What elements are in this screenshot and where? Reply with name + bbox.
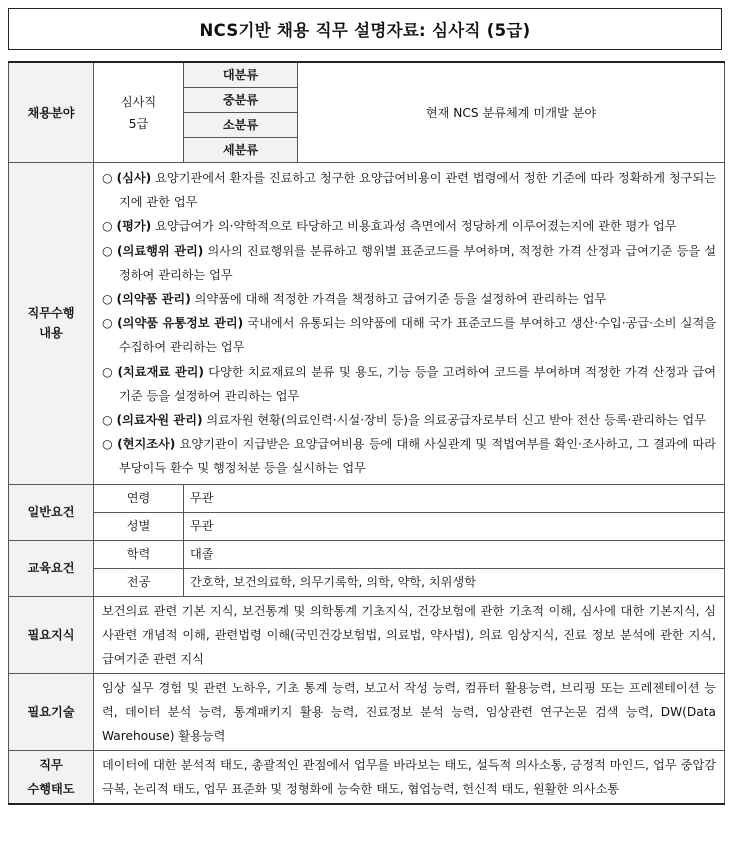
duty-item: ○ (치료재료 관리) 다양한 치료재료의 분류 및 용도, 기능 등을 고려하여 코드를 부여하며 적정한 가격 산정과 급여기준 등을 설정하여 관리하는 업무	[102, 364, 716, 403]
category-major: 대분류	[184, 62, 298, 88]
category-detail: 세분류	[184, 138, 298, 163]
duty-item: ○ (의약품 유통정보 관리) 국내에서 유통되는 의약품에 대해 국가 표준코드를 부여하고 생산·수입·공급·소비 실적을 수집하여 관리하는 업무	[102, 316, 717, 355]
duty-item: ○ (심사) 요양기관에서 환자를 진료하고 청구한 요양급여비용이 관련 법령에서 정한 기준에 따라 정확하게 청구되는지에 관한 업무	[102, 171, 716, 210]
field-label: 채용분야	[9, 62, 94, 163]
duty-item: ○ (의약품 관리) 의약품에 대해 적정한 가격을 책정하고 급여기준 등을 설정하여 관리하는 업무	[102, 292, 607, 307]
category-middle: 중분류	[184, 88, 298, 113]
duty-item: ○ (현지조사) 요양기관이 지급받은 요양급여비용 등에 대해 사실관계 및 적법여부를 확인·조사하고, 그 결과에 따라 부당이득 환수 및 행정처분 등을 실시하는 업무	[102, 437, 717, 476]
ncs-classification: 현재 NCS 분류체계 미개발 분야	[298, 62, 725, 163]
skills-label: 필요기술	[9, 673, 94, 750]
degree-key: 학력	[94, 540, 184, 568]
knowledge-text: 보건의료 관련 기본 지식, 보건통계 및 의학통계 기초지식, 건강보험에 관한 기초적 이해, 심사에 대한 기본지식, 심사관련 개념적 이해, 관련법령 이해(국민건강보험법, 의료법, 약사법), 의료 임상지식, 진료 정보 분석에 관한 지식, 급여기준 관련 지식	[94, 596, 725, 673]
duty-item: ○ (평가) 요양급여가 의·약학적으로 타당하고 비용효과성 측면에서 정당하게 이루어졌는지에 관한 평가 업무	[102, 219, 677, 234]
education-label: 교육요건	[9, 540, 94, 596]
field-job: 심사직 5급	[94, 62, 184, 163]
general-label: 일반요건	[9, 484, 94, 540]
gender-key: 성별	[94, 512, 184, 540]
duty-item: ○ (의료행위 관리) 의사의 진료행위를 분류하고 행위별 표준코드를 부여하며, 적정한 가격 산정과 급여기준 등을 설정하여 관리하는 업무	[102, 243, 717, 282]
attitude-text: 데이터에 대한 분석적 태도, 총괄적인 관점에서 업무를 바라보는 태도, 설득적 의사소통, 긍정적 마인드, 업무 중압감 극복, 논리적 태도, 업무 표준화 및 정형화에 능숙한 태도, 협업능력, 헌신적 태도, 원활한 의사소통	[94, 750, 725, 804]
page-title: NCS기반 채용 직무 설명자료: 심사직 (5급)	[8, 8, 722, 50]
major-value: 간호학, 보건의료학, 의무기록학, 의학, 약학, 치위생학	[184, 568, 725, 596]
degree-value: 대졸	[184, 540, 725, 568]
duties-list	[94, 163, 725, 485]
age-key: 연령	[94, 484, 184, 512]
attitude-label: 직무 수행태도	[9, 750, 94, 804]
duty-item: ○ (의료자원 관리) 의료자원 현황(의료인력·시설·장비 등)을 의료공급자로부터 신고 받아 전산 등록·관리하는 업무	[102, 413, 706, 428]
category-minor: 소분류	[184, 113, 298, 138]
knowledge-label: 필요지식	[9, 596, 94, 673]
duties-label: 직무수행 내용	[9, 163, 94, 485]
age-value: 무관	[184, 484, 725, 512]
gender-value: 무관	[184, 512, 725, 540]
major-key: 전공	[94, 568, 184, 596]
skills-text: 임상 실무 경험 및 관련 노하우, 기초 통계 능력, 보고서 작성 능력, 컴퓨터 활용능력, 브리핑 또는 프레젠테이션 능력, 데이터 분석 능력, 통계패키지 활용 능력, 진료정보 분석 능력, 임상관련 연구논문 검색 능력, DW(Data Warehouse) 활용능력	[94, 673, 725, 750]
job-description-table	[8, 61, 725, 805]
